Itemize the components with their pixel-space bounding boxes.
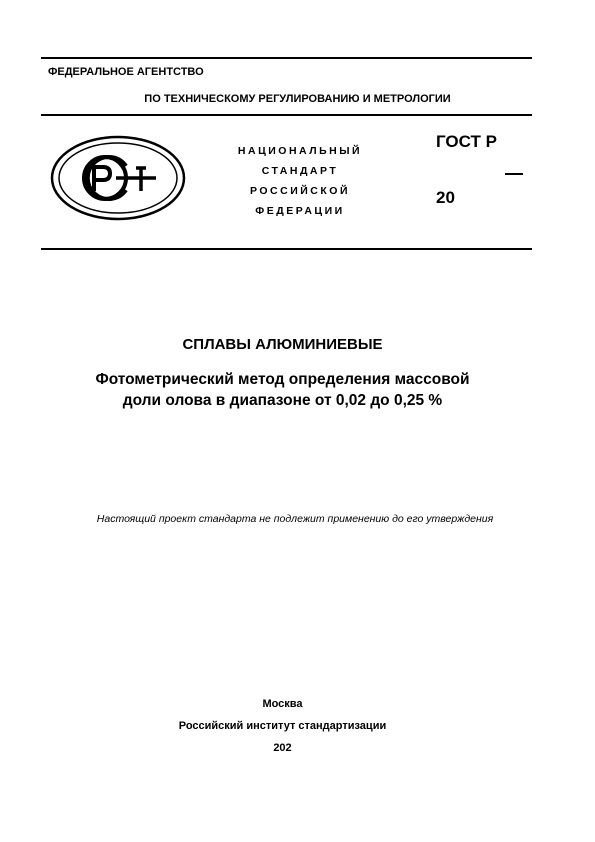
header-rule — [41, 114, 532, 116]
document-subtitle — [30, 369, 535, 411]
top-rule — [41, 57, 532, 59]
draft-note: Настоящий проект стандарта не подлежит применению до его утверждения — [96, 513, 494, 525]
imprint-year: 202 — [273, 742, 292, 754]
national-standard-line: ФЕДЕРАЦИИ — [255, 205, 345, 217]
subtitle-line-2: доли олова в диапазоне от 0,02 до 0,25 % — [122, 392, 443, 409]
subtitle-line-1: Фотометрический метод определения массовой — [95, 371, 470, 388]
national-standard-line: НАЦИОНАЛЬНЫЙ — [237, 145, 363, 157]
agency-line-1: ФЕДЕРАЛЬНОЕ АГЕНТСТВО — [48, 66, 204, 78]
national-standard-line: РОССИЙСКОЙ — [250, 185, 350, 197]
gost-label: ГОСТ Р — [436, 132, 497, 151]
gost-number: 20 — [436, 188, 455, 207]
document-title: СПЛАВЫ АЛЮМИНИЕВЫЕ — [182, 336, 383, 353]
national-standard-line: СТАНДАРТ — [261, 165, 339, 177]
gost-number-dash — [505, 173, 523, 175]
national-standard-block — [200, 141, 400, 221]
header-bottom-rule — [41, 248, 532, 250]
imprint-publisher: Российский институт стандартизации — [178, 720, 387, 732]
rst-certification-logo-icon — [50, 135, 186, 226]
imprint-place: Москва — [262, 698, 303, 710]
agency-line-2: ПО ТЕХНИЧЕСКОМУ РЕГУЛИРОВАНИЮ И МЕТРОЛОГИИ — [144, 93, 451, 105]
